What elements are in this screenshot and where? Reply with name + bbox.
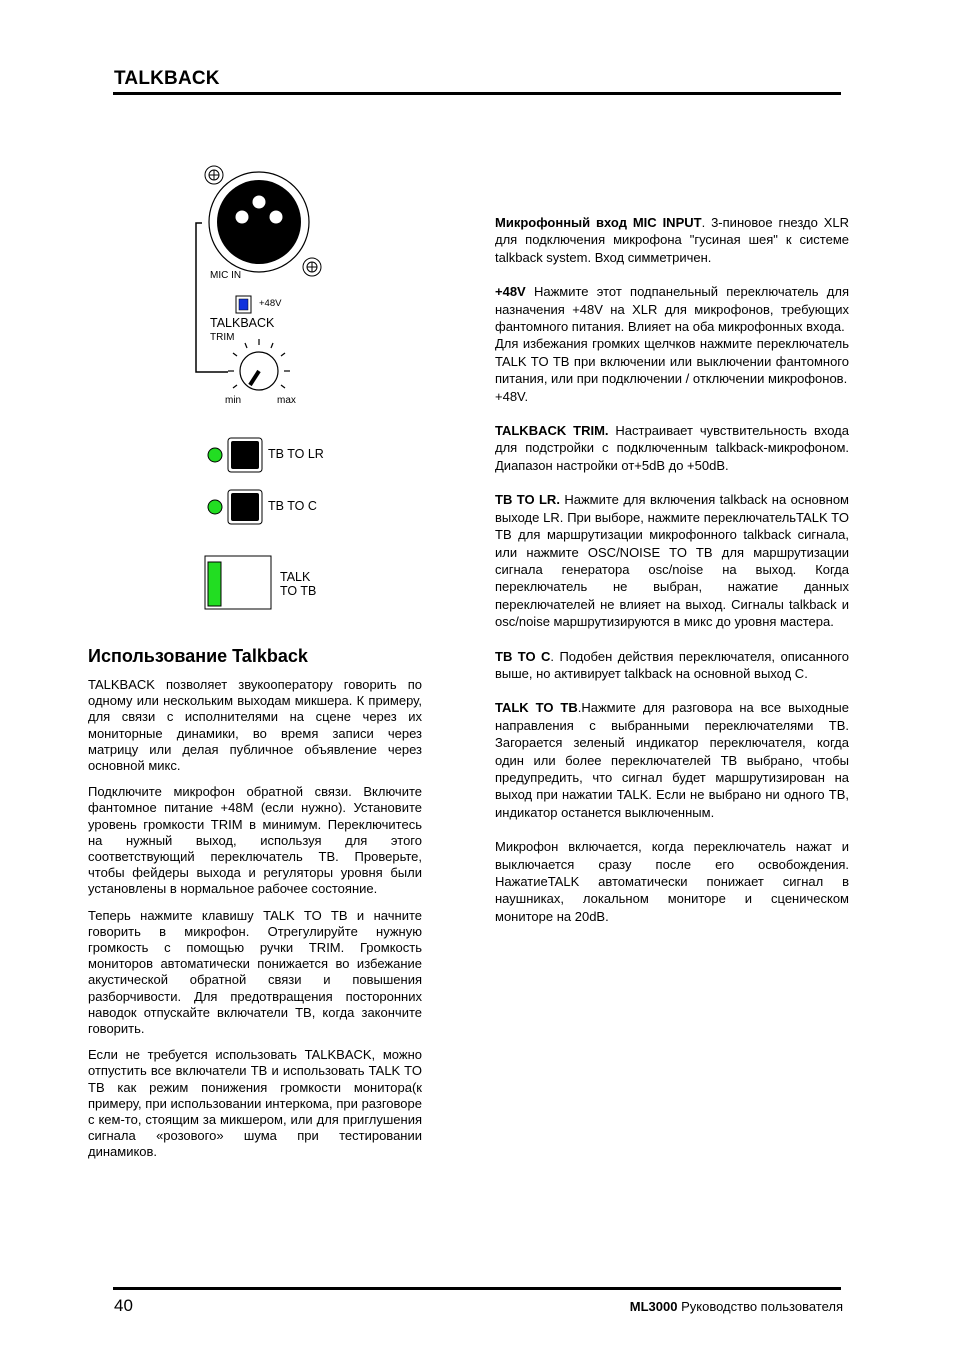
mic-input-text: . 3-пиновое гнездо XLR для подключения микрофона "гусиная шея" к системе talkback system. Вход симметричен. xyxy=(495,215,849,265)
header-rule xyxy=(113,92,841,95)
trim-term: TALKBACK TRIM. xyxy=(495,423,609,439)
xlr-connector xyxy=(205,166,321,276)
footer-model: ML3000 xyxy=(629,1299,678,1314)
tb-to-c-led xyxy=(208,500,222,514)
tb-to-c-term: TB TO C xyxy=(495,648,551,664)
left-column xyxy=(88,677,422,1171)
mic-behavior-description: Микрофон включается, когда переключатель нажат и выключается сразу после его освобождения. НажатиеTALK автоматически понижает сигнал в наушниках, локальном мониторе и сценическом мониторе на 20dB. xyxy=(495,839,849,924)
tb-to-lr-button[interactable] xyxy=(231,441,259,469)
right-column xyxy=(495,214,849,942)
phantom-label: +48V xyxy=(259,298,282,309)
phantom-term: +48V xyxy=(495,284,526,300)
mic-in-label: MIC IN xyxy=(210,270,242,281)
trim-max-label: max xyxy=(277,395,296,406)
trim-text: Настраивает чувствительность входа для подстройки с подключенным talkback-микрофоном. Диапазон настройки от+5dB до +50dB. xyxy=(495,423,849,473)
tb-to-c-button[interactable] xyxy=(231,493,259,521)
phantom-description-2: Для избежания громких щелчков нажмите переключатель TALK TO TB при включении или выключении фантомного питания, или при подключении / отключении микрофонов. xyxy=(495,336,849,387)
page-header-title: TALKBACK xyxy=(114,68,220,89)
talkback-panel-diagram xyxy=(190,155,350,625)
tb-to-lr-led xyxy=(208,448,222,462)
section-heading: Использование Talkback xyxy=(88,646,308,666)
trim-label: TRIM xyxy=(210,332,235,343)
footer-title-text: Руководство пользователя xyxy=(677,1299,843,1314)
talkback-label: TALKBACK xyxy=(210,316,275,330)
tb-to-lr-term: TB TO LR. xyxy=(495,492,560,508)
left-paragraph-2: Подключите микрофон обратной связи. Включите фантомное питание +48M (если нужно). Установите уровень громкости TRIM в минимум. Переключитесь на нужный выход, используя для этого соответствующий переключатель ТВ. Проверьте, чтобы фейдеры выхода и регуляторы уровня были установлены в нормальное рабочее состояние. xyxy=(88,784,422,897)
trim-min-label: min xyxy=(225,395,242,406)
panel-drawing xyxy=(190,155,350,625)
tb-to-c-text: . Подобен действия переключателя, описанного выше, но активирует talkback на основной выход С. xyxy=(495,648,849,681)
mic-input-term: Микрофонный вход MIC INPUT xyxy=(495,215,702,230)
talk-to-tb-text: .Нажмите для разговора на все выходные направления с выбранными переключателями ТВ. Загорается зеленый индикатор переключателя, когда один или более переключателей ТВ выбрано, чтобы предупредить, что сигнал будет маршрутизирован на выход при нажатии TALK. Если не выбрано ни одного ТВ, индикатор останется выключенным. xyxy=(495,700,849,820)
tb-to-c-description xyxy=(495,648,849,683)
tb-to-c-label: TB TO C xyxy=(268,499,317,513)
footer-rule xyxy=(113,1287,841,1290)
tb-to-lr-description xyxy=(495,491,849,630)
phantom-text: Нажмите этот подпанельный переключатель для назначения +48V на XLR для микрофонов, требующих фантомного питания. Влияет на оба микрофонных входа. xyxy=(495,284,849,335)
talk-to-tb-description xyxy=(495,699,849,821)
page-number: 40 xyxy=(114,1296,133,1315)
tb-to-lr-label: TB TO LR xyxy=(268,447,324,461)
talk-to-tb-indicator xyxy=(208,562,221,606)
phantom-description xyxy=(495,283,849,335)
talk-to-tb-term: TALK TO TB xyxy=(495,700,578,716)
footer-manual-title xyxy=(630,1299,843,1314)
left-paragraph-3: Теперь нажмите клавишу TALK TO TB и начните говорить в микрофон. Отрегулируйте нужную громкость с помощью ручки TRIM. Громкость мониторов автоматически понижается во избежание акустической обратной связи и повышения разборчивости. Для предотвращения посторонних наводок отпускайте включатели ТВ, когда закончите говорить. xyxy=(88,907,422,1037)
trim-description xyxy=(495,422,849,474)
trim-knob[interactable] xyxy=(228,339,290,390)
mic-input-description xyxy=(495,214,849,266)
talk-to-tb-label-line2: TO TB xyxy=(280,584,317,598)
talk-to-tb-label xyxy=(280,570,316,598)
left-paragraph-4: Если не требуется использовать TALKBACK, можно отпустить все включатели ТВ и использовать TALK TO TB как режим понижения громкости монитора(к примеру, при использовании интеркома, при разговоре с кем-то, стоящим за микшером, или для приглушения сигнала «розового» шума при тестировании динамиков. xyxy=(88,1047,422,1160)
phantom-description-3: +48V. xyxy=(495,388,529,404)
tb-to-lr-text: Нажмите для включения talkback на основном выходе LR. При выборе, нажмите переключательTALK TO TB для маршрутизации микрофонного talkback сигнала, или нажмите OSC/NOISE TO TB для маршрутизации сигнала генератора osc/noise на выход. Когда переключатель не выбран, нажатие данных переключателей не влияет на выход. Сигналы talkback и osc/noise маршрутизируются в микс до уровня мастера. xyxy=(495,492,849,630)
talk-to-tb-label-line1: TALK xyxy=(280,570,311,584)
left-paragraph-1: TALKBACK позволяет звукооператору говорить по одному или нескольким выходам микшера. К примеру, для связи с исполнителями на сцене через их мониторные динамики, во время записи через матрицу или делая публичное объявление через основной микс. xyxy=(88,677,422,774)
phantom-switch-button[interactable] xyxy=(239,299,248,310)
